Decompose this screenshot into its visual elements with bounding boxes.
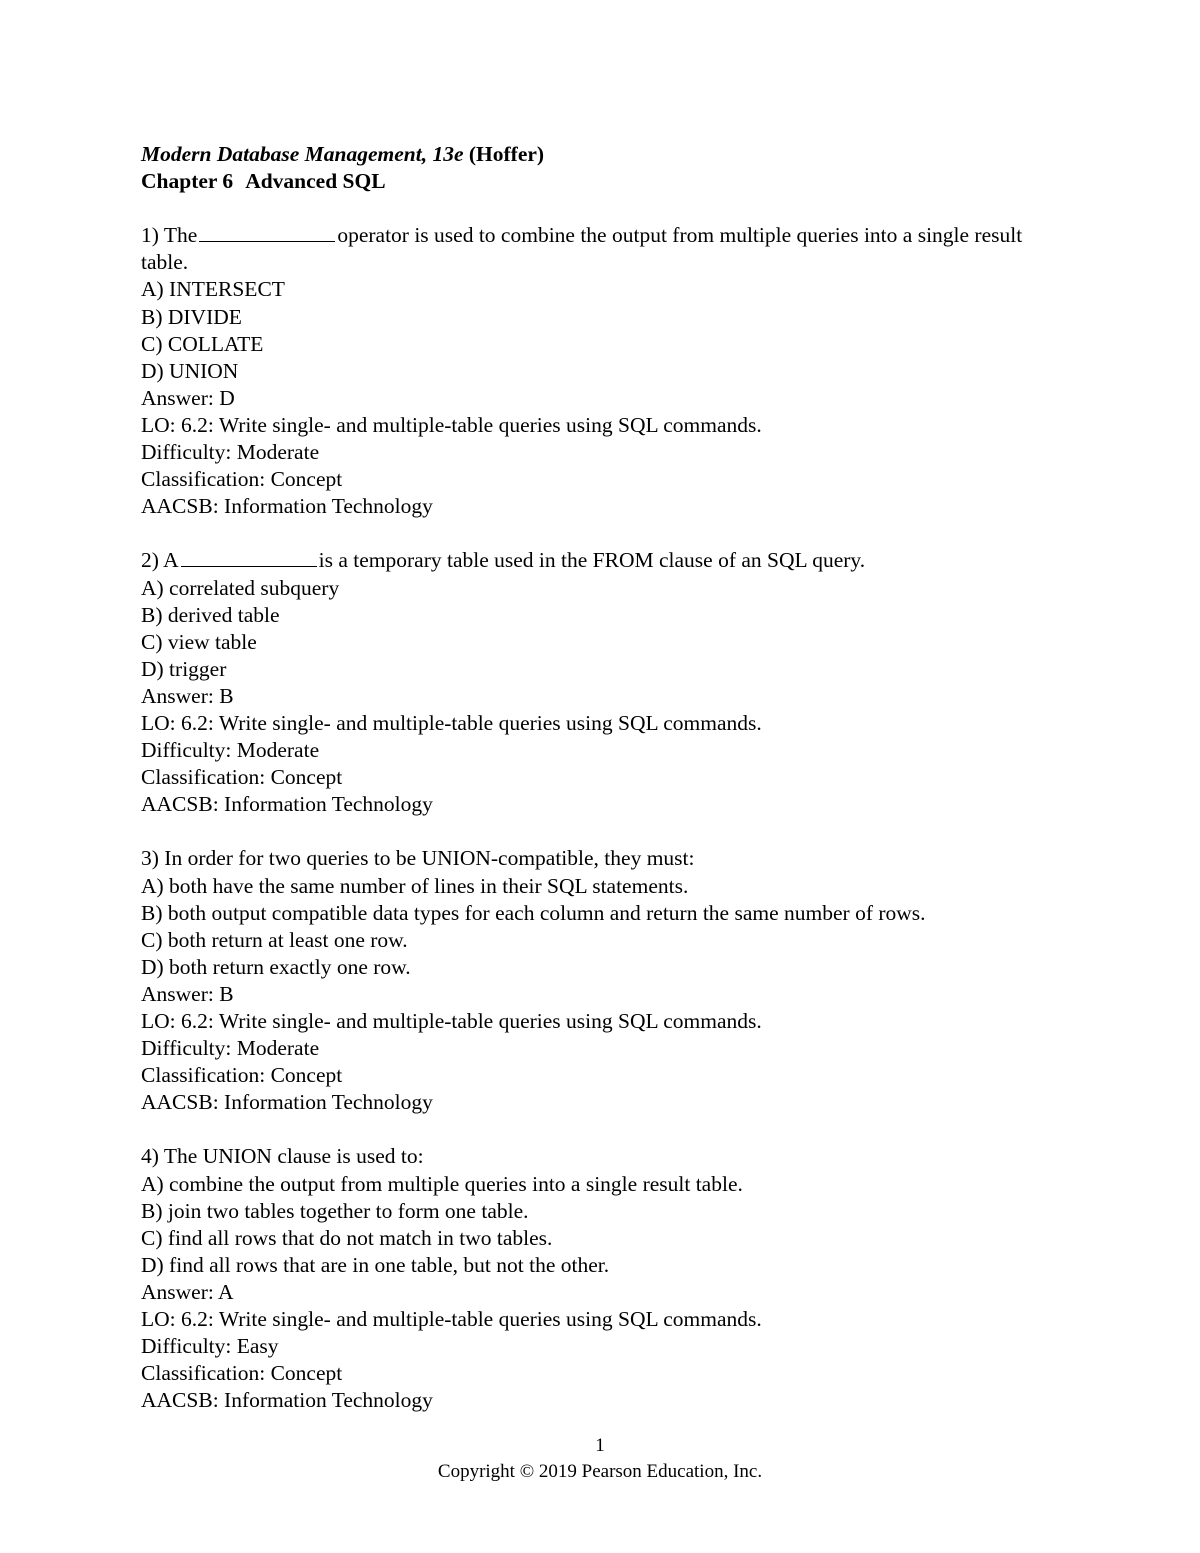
aacsb: AACSB: Information Technology <box>141 1090 433 1115</box>
book-author: (Hoffer) <box>468 142 545 166</box>
classification: Classification: Concept <box>141 765 343 790</box>
classification: Classification: Concept <box>141 1063 343 1088</box>
aacsb: AACSB: Information Technology <box>141 1388 433 1413</box>
chapter-title: Advanced SQL <box>245 169 386 194</box>
classification: Classification: Concept <box>141 467 343 492</box>
page-content <box>141 141 1071 1414</box>
question-stem <box>141 547 1071 574</box>
question-stem-suffix: is a temporary table used in the FROM clause of an SQL query. <box>318 548 866 573</box>
question-stem-prefix: 2) A <box>141 548 179 573</box>
answer: Answer: B <box>141 683 234 708</box>
classification: Classification: Concept <box>141 1361 343 1386</box>
question-stem-suffix: operator is used to combine the output from multiple queries into a single result table. <box>141 223 1023 275</box>
option-b: B) join two tables together to form one table. <box>141 1198 529 1223</box>
option-a: A) INTERSECT <box>141 277 285 302</box>
question-stem: 3) In order for two queries to be UNION-compatible, they must: <box>141 846 695 871</box>
option-c: C) find all rows that do not match in two tables. <box>141 1225 553 1250</box>
copyright-notice: Copyright © 2019 Pearson Education, Inc. <box>437 1461 763 1482</box>
fill-in-blank <box>199 223 335 242</box>
option-d: D) both return exactly one row. <box>141 954 411 979</box>
question-3 <box>141 845 1071 1116</box>
option-a: A) combine the output from multiple queries into a single result table. <box>141 1171 743 1196</box>
option-d: D) find all rows that are in one table, but not the other. <box>141 1252 610 1277</box>
option-d: D) UNION <box>141 358 239 383</box>
page-number: 1 <box>595 1435 605 1456</box>
answer: Answer: B <box>141 981 234 1006</box>
difficulty: Difficulty: Moderate <box>141 738 320 763</box>
option-b: B) DIVIDE <box>141 304 242 329</box>
option-d: D) trigger <box>141 656 227 681</box>
question-stem-prefix: 1) The <box>141 223 198 248</box>
option-c: C) view table <box>141 629 257 654</box>
difficulty: Difficulty: Easy <box>141 1334 279 1359</box>
chapter-heading <box>141 168 1071 195</box>
book-title: Modern Database Management, 13e <box>141 142 464 166</box>
answer: Answer: D <box>141 385 235 410</box>
option-c: C) both return at least one row. <box>141 927 408 952</box>
learning-objective: LO: 6.2: Write single- and multiple-table queries using SQL commands. <box>141 1009 762 1033</box>
question-stem: 4) The UNION clause is used to: <box>141 1144 424 1169</box>
option-b: B) derived table <box>141 602 280 627</box>
option-b: B) both output compatible data types for each column and return the same number of rows. <box>141 900 926 925</box>
learning-objective: LO: 6.2: Write single- and multiple-table queries using SQL commands. <box>141 1307 762 1332</box>
question-1 <box>141 222 1071 520</box>
option-a: A) both have the same number of lines in their SQL statements. <box>141 873 689 898</box>
learning-objective: LO: 6.2: Write single- and multiple-table queries using SQL commands. <box>141 710 762 735</box>
aacsb: AACSB: Information Technology <box>141 792 433 817</box>
fill-in-blank <box>181 548 317 567</box>
question-4 <box>141 1143 1071 1414</box>
chapter-number: Chapter 6 <box>141 169 234 194</box>
option-a: A) correlated subquery <box>141 575 340 600</box>
learning-objective: LO: 6.2: Write single- and multiple-table queries using SQL commands. <box>141 412 762 437</box>
book-title-line <box>141 141 1071 168</box>
answer: Answer: A <box>141 1279 234 1304</box>
question-stem <box>141 222 1071 276</box>
option-c: C) COLLATE <box>141 331 264 356</box>
difficulty: Difficulty: Moderate <box>141 1036 320 1061</box>
aacsb: AACSB: Information Technology <box>141 494 433 519</box>
question-2 <box>141 547 1071 818</box>
difficulty: Difficulty: Moderate <box>141 440 320 465</box>
